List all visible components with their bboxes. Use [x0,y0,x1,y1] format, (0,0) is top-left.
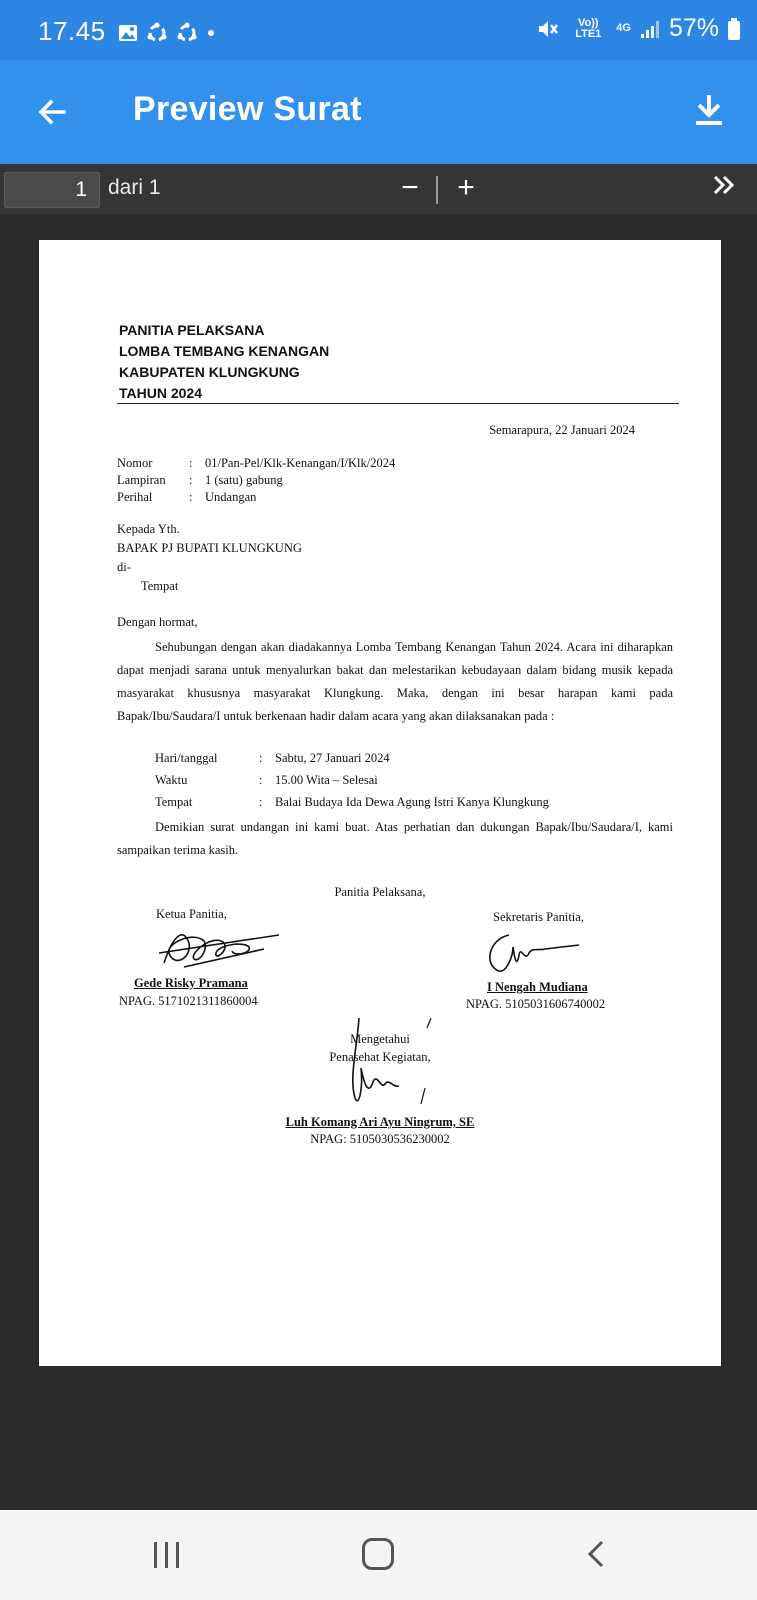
meta-key: Perihal [117,490,153,504]
recipient-place: Tempat [141,579,179,593]
arrow-left-icon [36,96,68,128]
chair-name: Gede Risky Pramana [134,976,248,990]
secretary-name: I Nengah Mudiana [487,980,588,994]
volte-label: Vo)) LTE1 [575,16,602,40]
chair-title: Ketua Panitia, [156,907,227,921]
page-number-input[interactable] [4,172,100,208]
committee-label: Panitia Pelaksana, [334,885,426,899]
system-nav-bar [0,1510,757,1600]
recipient-name: BAPAK PJ BUPATI KLUNGKUNG [117,541,302,555]
status-bar [0,0,757,60]
status-right-icons [536,14,741,43]
back-icon [578,1536,614,1572]
event-details [155,747,549,813]
recipient-di: di- [117,560,131,574]
back-button[interactable] [30,90,74,134]
meta-key: Nomor [117,456,153,470]
page-count: dari 1 [108,176,161,199]
detail-key: Tempat [155,795,193,809]
nav-back-button[interactable] [578,1536,614,1572]
salutation: Dengan hormat, [117,615,198,629]
detail-key: Hari/tanggal [155,751,218,765]
advisor-npag: NPAG: 5105030536230002 [310,1132,450,1146]
letterhead-line: TAHUN 2024 [119,385,202,401]
detail-value: 15.00 Wita – Selesai [275,773,378,787]
mute-icon [536,17,560,41]
zoom-in-button[interactable]: + [457,171,475,204]
closing-paragraph: Demikian surat undangan ini kami buat. Atas perhatian dan dukungan Bapak/Ibu/Saudara/I, kami sampaikan terima kasih. [117,820,673,857]
meta-colon: : [189,490,193,504]
meta-row [117,489,395,506]
secretary-npag: NPAG. 5105031606740002 [466,997,606,1011]
dot-icon [206,28,216,38]
home-button[interactable] [362,1538,394,1570]
download-icon [694,93,724,127]
zoom-out-button[interactable]: − [401,171,419,204]
sync-icon [146,22,168,44]
image-icon [118,23,138,43]
status-left-icons [118,22,216,44]
signal-icon [639,18,661,40]
meta-row [117,472,395,489]
sync-icon [176,22,198,44]
recipient [117,520,302,596]
battery-percent: 57% [668,14,719,42]
letter-paragraph: Sehubungan dengan akan diadakannya Lomba Tembang Kenangan Tahun 2024. Acara ini diharapkan dapat menjadi sarana untuk menyalurkan bakat dan melestarikan kebudayaan dalam bidang musik kepada masyarakat khususnya masyarakat Klungkung. Maka, dengan ini besar harapan kami pada Bapak/Ibu/Saudara/I untuk berkenaan hadir dalam acara yang akan dilaksanakan pada : [117,640,673,723]
detail-row [155,747,549,769]
letterhead-line: KABUPATEN KLUNGKUNG [119,364,300,380]
advisor-signature [329,998,439,1118]
document-page [39,240,721,1366]
letter-meta [117,455,395,506]
status-time: 17.45 [38,16,106,46]
detail-value: Balai Budaya Ida Dewa Agung Istri Kanya Klungkung [275,795,549,809]
detail-row [155,791,549,813]
letterhead-line: PANITIA PELAKSANA [119,322,265,338]
advisor-line: Penasehat Kegiatan, [329,1050,431,1064]
meta-colon: : [189,473,193,487]
meta-row [117,455,395,472]
recent-apps-icon [165,1542,168,1568]
meta-value: Undangan [205,490,257,504]
download-button[interactable] [687,88,731,132]
detail-value: Sabtu, 27 Januari 2024 [275,751,390,765]
detail-colon: : [259,773,263,787]
advisor-name: Luh Komang Ari Ayu Ningrum, SE [285,1115,475,1129]
letterhead-line: LOMBA TEMBANG KENANGAN [119,343,330,359]
detail-row [155,769,549,791]
toolbar-divider [436,176,438,204]
detail-colon: : [259,795,263,809]
meta-key: Lampiran [117,473,166,487]
recent-apps-button[interactable] [148,1538,184,1572]
meta-value: 1 (satu) gabung [205,473,283,487]
chair-npag: NPAG. 5171021311860004 [119,994,258,1008]
network-type: 4G [616,22,631,34]
letterhead-rule [117,403,679,404]
detail-key: Waktu [155,773,188,787]
meta-colon: : [189,456,193,470]
letterhead [119,320,329,404]
detail-colon: : [259,751,263,765]
letter-date: Semarapura, 22 Januari 2024 [489,423,635,437]
advisor-line: Mengetahui [350,1032,410,1046]
next-page-button[interactable] [706,170,742,210]
battery-icon [727,17,741,41]
recipient-greeting: Kepada Yth. [117,522,180,536]
secretary-signature [479,925,589,981]
document-viewer[interactable] [0,214,757,1510]
recent-apps-icon [154,1542,157,1568]
double-chevron-right-icon [709,170,739,200]
recent-apps-icon [176,1542,179,1568]
app-bar [0,60,757,164]
page-title: Preview Surat [133,90,362,128]
meta-value: 01/Pan-Pel/Klk-Kenangan/I/Klk/2024 [205,456,396,470]
chair-signature [154,923,284,979]
viewer-toolbar [0,164,757,214]
secretary-title: Sekretaris Panitia, [493,910,584,924]
